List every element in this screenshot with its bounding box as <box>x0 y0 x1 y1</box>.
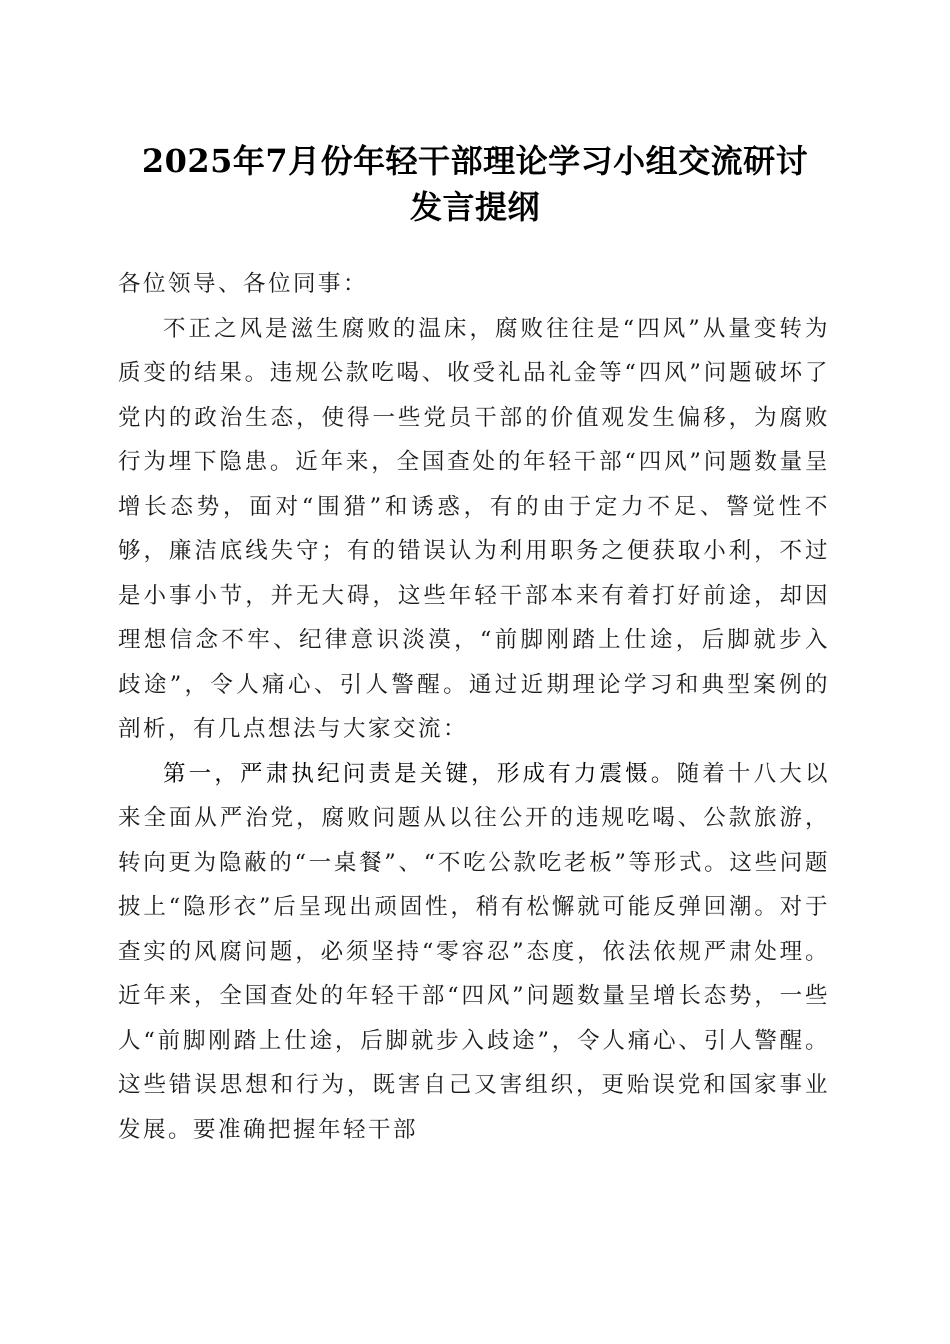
title-line-2: 发言提纲 <box>409 188 540 226</box>
title-line-1: 2025年7月份年轻干部理论学习小组交流研讨 <box>141 142 809 180</box>
document-title <box>110 138 840 230</box>
paragraph-first-point <box>118 752 830 1153</box>
paragraph-heading: 第一，严肃执纪问责是关键，形成有力震慑。 <box>163 760 677 787</box>
salutation: 各位领导、各位同事： <box>118 271 369 297</box>
paragraph-intro: 不正之风是滋生腐败的温床，腐败往往是“四风”从量变转为质变的结果。违规公款吃喝、收受礼品礼金等“四风”问题破坏了党内的政治生态，使得一些党员干部的价值观发生偏移，为腐败行为埋下隐患。近年来，全国查处的年轻干部“四风”问题数量呈增长态势，面对“围猎”和诱惑，有的由于定力不足、警觉性不够，廉洁底线失守；有的错误认为利用职务之便获取小利，不过是小事小节，并无大碍，这些年轻干部本来有着打好前途，却因理想信念不牢、纪律意识淡漠，“前脚刚踏上仕途，后脚就步入歧途”，令人痛心、引人警醒。通过近期理论学习和典型案例的剖析，有几点想法与大家交流： <box>118 315 830 742</box>
paragraph-body: 随着十八大以来全面从严治党，腐败问题从以往公开的违规吃喝、公款旅游，转向更为隐蔽的“一桌餐”、“不吃公款吃老板”等形式。这些问题披上“隐形衣”后呈现出顽固性，稍有松懈就可能反弹回潮。对于查实的风腐问题，必须坚持“零容忍”态度，依法依规严肃处理。近年来，全国查处的年轻干部“四风”问题数量呈增长态势，一些人“前脚刚踏上仕途，后脚就步入歧途”，令人痛心、引人警醒。这些错误思想和行为，既害自己又害组织，更贻误党和国家事业发展。要准确把握年轻干部 <box>118 760 830 1143</box>
document-body <box>118 262 830 1152</box>
